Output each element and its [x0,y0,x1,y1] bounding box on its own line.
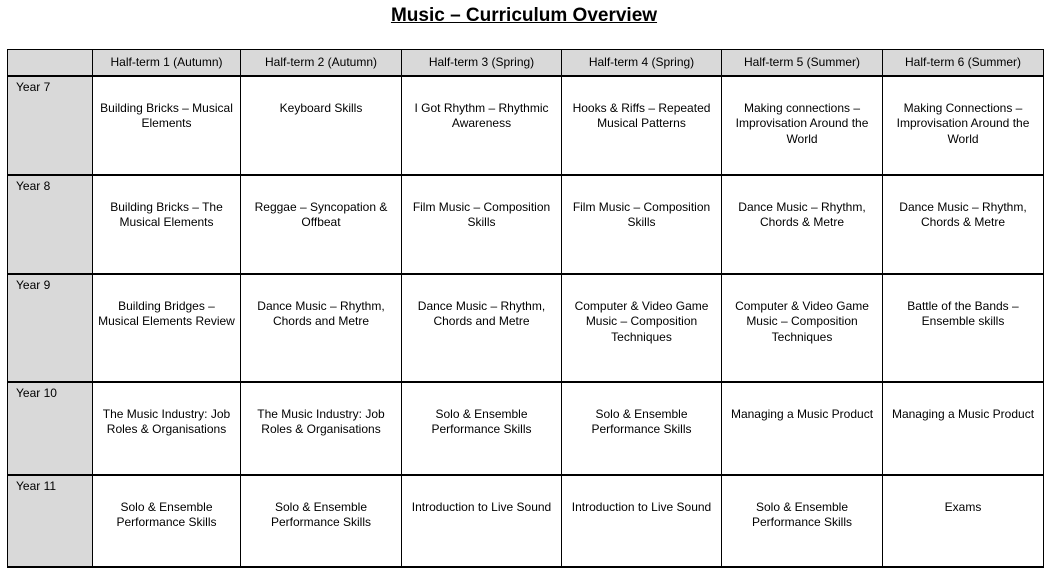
column-header: Half-term 3 (Spring) [402,50,562,76]
header-row [8,50,1044,76]
year-label: Year 9 [8,274,93,382]
topic-cell: Hooks & Riffs – Repeated Musical Patterns [562,76,722,175]
topic-cell: Computer & Video Game Music – Composition Techniques [562,274,722,382]
curriculum-table [7,49,1044,568]
topic-cell: Solo & Ensemble Performance Skills [402,382,562,475]
topic-cell: Dance Music – Rhythm, Chords and Metre [241,274,402,382]
topic-cell: Keyboard Skills [241,76,402,175]
column-header: Half-term 2 (Autumn) [241,50,402,76]
topic-cell: Computer & Video Game Music – Composition Techniques [722,274,883,382]
topic-cell: Introduction to Live Sound [562,475,722,567]
topic-cell: Battle of the Bands – Ensemble skills [883,274,1044,382]
topic-cell: Introduction to Live Sound [402,475,562,567]
year-label: Year 10 [8,382,93,475]
column-header: Half-term 5 (Summer) [722,50,883,76]
topic-cell: Film Music – Composition Skills [562,175,722,274]
topic-cell: Reggae – Syncopation & Offbeat [241,175,402,274]
topic-cell: The Music Industry: Job Roles & Organisations [241,382,402,475]
topic-cell: Managing a Music Product [883,382,1044,475]
corner-cell [8,50,93,76]
topic-cell: The Music Industry: Job Roles & Organisations [93,382,241,475]
topic-cell: Solo & Ensemble Performance Skills [241,475,402,567]
topic-cell: Dance Music – Rhythm, Chords & Metre [722,175,883,274]
table-row [8,76,1044,175]
topic-cell: Building Bricks – The Musical Elements [93,175,241,274]
topic-cell: Solo & Ensemble Performance Skills [722,475,883,567]
topic-cell: Film Music – Composition Skills [402,175,562,274]
topic-cell: Building Bridges – Musical Elements Review [93,274,241,382]
topic-cell: Dance Music – Rhythm, Chords & Metre [883,175,1044,274]
year-label: Year 8 [8,175,93,274]
table-row [8,382,1044,475]
topic-cell: Solo & Ensemble Performance Skills [93,475,241,567]
topic-cell: Making Connections – Improvisation Around the World [883,76,1044,175]
table-row [8,274,1044,382]
table-row [8,175,1044,274]
topic-cell: Solo & Ensemble Performance Skills [562,382,722,475]
topic-cell: Dance Music – Rhythm, Chords and Metre [402,274,562,382]
column-header: Half-term 6 (Summer) [883,50,1044,76]
topic-cell: Managing a Music Product [722,382,883,475]
topic-cell: I Got Rhythm – Rhythmic Awareness [402,76,562,175]
year-label: Year 7 [8,76,93,175]
page-title: Music – Curriculum Overview [390,5,658,26]
column-header: Half-term 4 (Spring) [562,50,722,76]
year-label: Year 11 [8,475,93,567]
topic-cell: Exams [883,475,1044,567]
topic-cell: Making connections – Improvisation Around the World [722,76,883,175]
topic-cell: Building Bricks – Musical Elements [93,76,241,175]
column-header: Half-term 1 (Autumn) [93,50,241,76]
table-row [8,475,1044,567]
